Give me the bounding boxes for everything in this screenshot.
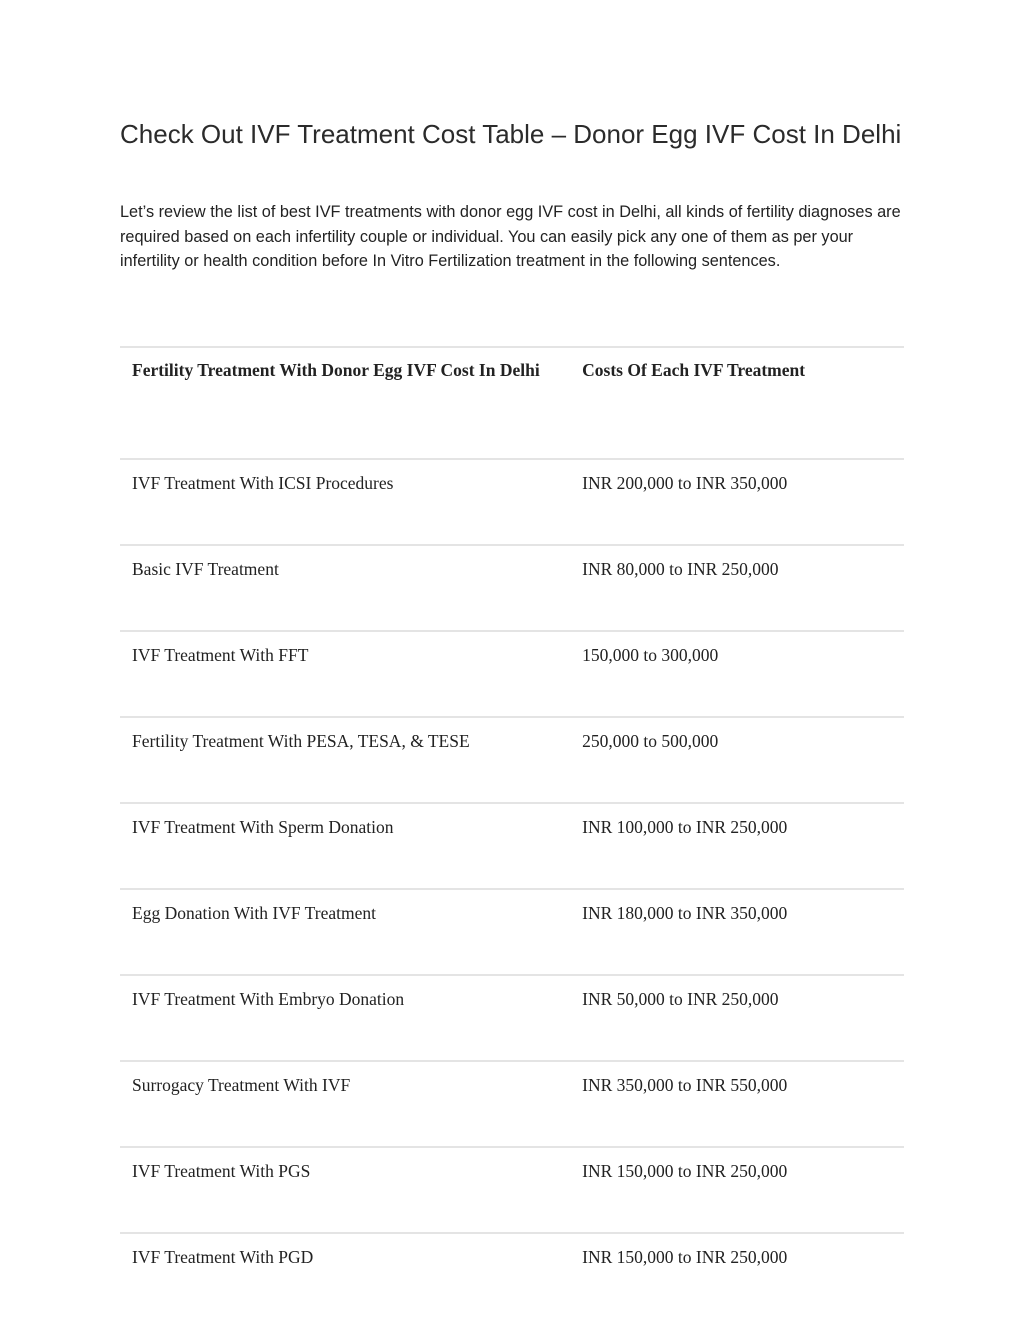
table-row [120, 1233, 904, 1318]
treatment-cell: IVF Treatment With ICSI Procedures [120, 459, 570, 545]
cost-cell: 150,000 to 300,000 [570, 631, 904, 717]
table-header [120, 347, 904, 459]
treatment-cell: IVF Treatment With Sperm Donation [120, 803, 570, 889]
table-row [120, 459, 904, 545]
table-row [120, 889, 904, 975]
cost-cell: INR 50,000 to INR 250,000 [570, 975, 904, 1061]
table-row [120, 631, 904, 717]
table-row [120, 717, 904, 803]
column-header-cost: Costs Of Each IVF Treatment [570, 347, 904, 459]
cost-cell: INR 80,000 to INR 250,000 [570, 545, 904, 631]
treatment-cell: IVF Treatment With FFT [120, 631, 570, 717]
cost-cell: INR 200,000 to INR 350,000 [570, 459, 904, 545]
ivf-cost-table [120, 346, 904, 1318]
cost-cell: INR 350,000 to INR 550,000 [570, 1061, 904, 1147]
table-row [120, 1061, 904, 1147]
treatment-cell: Fertility Treatment With PESA, TESA, & TESE [120, 717, 570, 803]
table-row [120, 1147, 904, 1233]
cost-cell: INR 150,000 to INR 250,000 [570, 1233, 904, 1318]
treatment-cell: Surrogacy Treatment With IVF [120, 1061, 570, 1147]
treatment-cell: IVF Treatment With Embryo Donation [120, 975, 570, 1061]
cost-cell: INR 180,000 to INR 350,000 [570, 889, 904, 975]
intro-paragraph: Let’s review the list of best IVF treatments with donor egg IVF cost in Delhi, all kinds of fertility diagnoses are required based on each infertility couple or individual. You can easily pick any one of them as per your infertility or health condition before In Vitro Fertilization treatment in the following sentences. [120, 203, 901, 270]
treatment-cell: Basic IVF Treatment [120, 545, 570, 631]
table-row [120, 975, 904, 1061]
column-header-treatment: Fertility Treatment With Donor Egg IVF Cost In Delhi [120, 347, 570, 459]
cost-cell: INR 150,000 to INR 250,000 [570, 1147, 904, 1233]
table-row [120, 803, 904, 889]
table-header-row [120, 347, 904, 459]
page-title: Check Out IVF Treatment Cost Table – Donor Egg IVF Cost In Delhi [120, 119, 902, 149]
table-row [120, 545, 904, 631]
cost-cell: INR 100,000 to INR 250,000 [570, 803, 904, 889]
treatment-cell: IVF Treatment With PGS [120, 1147, 570, 1233]
treatment-cell: Egg Donation With IVF Treatment [120, 889, 570, 975]
cost-cell: 250,000 to 500,000 [570, 717, 904, 803]
table-body [120, 459, 904, 1318]
treatment-cell: IVF Treatment With PGD [120, 1233, 570, 1318]
